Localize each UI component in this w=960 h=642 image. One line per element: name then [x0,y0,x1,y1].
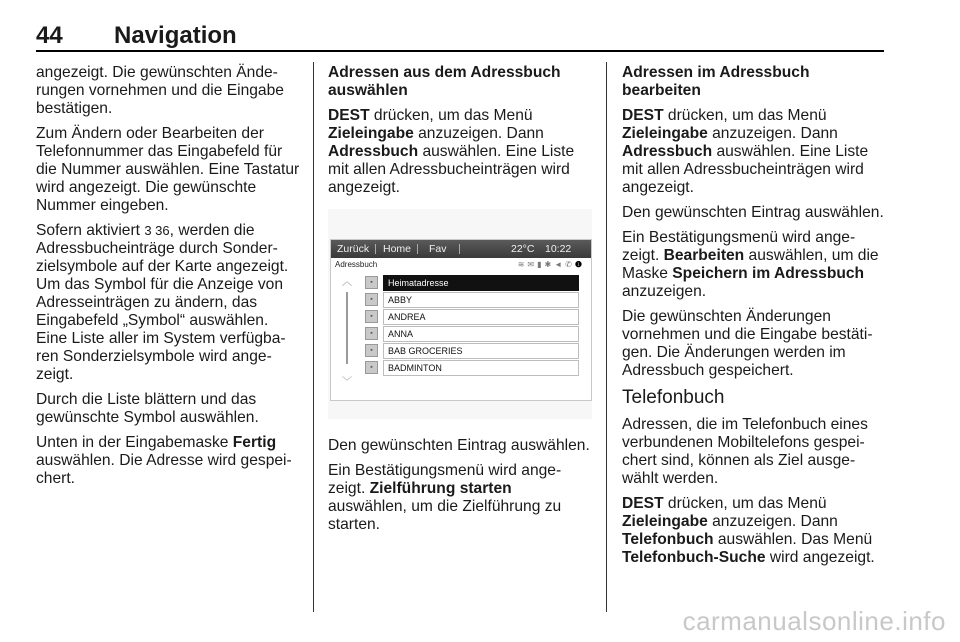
bold-term: Zieleingabe [328,125,414,142]
bold-term: Telefonbuch-Suche [622,549,766,566]
paragraph: Adressen, die im Telefonbuch eines verbundenen Mobiltelefons gespeichert sind, können als Ziel ausgewählt werden. [622,416,868,487]
screen-topbar [331,240,591,258]
paragraph: angezeigt. Die gewünschten Änderungen vornehmen und die Eingabe bestätigen. [36,64,284,117]
scroll-up-icon[interactable]: ︿ [342,277,352,288]
paragraph [622,229,884,301]
wifi-icon: ≋ [517,260,528,269]
screen-subbar [331,258,591,272]
text: auswählen, um die Zielführung zu starten. [328,498,562,533]
separator [417,244,418,254]
address-list-item-label: ANNA [383,326,579,342]
bold-term: Telefonbuch [622,531,714,548]
text: anzuzeigen. [622,283,707,300]
text: drücken, um das Menü [663,107,827,124]
address-list-item-label: BADMINTON [383,360,579,376]
favorites-button[interactable]: Fav [429,243,447,255]
addressbook-screenshot [328,209,592,419]
clock-readout: 10:22 [545,243,572,255]
paragraph [328,107,592,197]
column-divider [606,62,607,612]
bold-term: Zielführung starten [369,480,512,497]
page-reference-link[interactable]: 3 36 [144,223,170,238]
text: anzuzeigen. Dann [707,513,838,530]
scrollbar[interactable] [337,274,357,394]
signal-icon: ▮ [537,260,545,269]
text: Sofern aktiviert [36,222,145,239]
address-list-item-label: Heimatadresse [383,275,579,291]
text: wird angezeigt. [765,549,875,566]
address-list-item-label: ANDREA [383,309,579,325]
column-3 [622,64,884,574]
paragraph: Den gewünschten Eintrag auswählen. [328,437,590,454]
text: anzuzeigen. Dann [413,125,544,142]
bold-term: Zieleingabe [622,513,708,530]
header-rule [36,50,884,52]
column-1 [36,64,300,495]
text: auswählen. Eine Liste mit allen Adressbucheinträgen wird angezeigt. [622,143,869,196]
text: , werden die Adressbucheinträge durch Sonderzielsymbole auf der Karte angezeigt. Um das Symbol für die Anzeige von Adresseinträgen zu ändern, das Eingabefeld „Symbol“ auswählen. Eine Liste aller im System verfügbaren Sonderzielsymbole wird angezeigt. [36,222,289,383]
home-button[interactable]: Home [383,243,412,255]
bluetooth-icon: ✱ [544,260,555,269]
text: auswählen. Eine Liste mit allen Adressbucheinträgen wird angezeigt. [328,143,575,196]
paragraph [36,222,300,384]
page-number: 44 [36,22,63,49]
volume-icon: ◄ [554,260,566,269]
paragraph: Zum Ändern oder Bearbeiten der Telefonnummer das Eingabefeld für die Nummer auswählen. Eine Tastatur wird angezeigt. Die gewünschte Nummer eingeben. [36,125,300,214]
status-icons [518,258,585,272]
message-icon: ✉ [527,260,538,269]
section-title: Telefonbuch [622,387,725,408]
paragraph [36,434,300,488]
separator [375,244,376,254]
column-2 [328,64,592,541]
bold-term: Zieleingabe [622,125,708,142]
paragraph [328,462,592,534]
text: auswählen. Das Menü [713,531,873,548]
text: auswählen, um die Maske [622,247,879,282]
address-list-item-label: ABBY [383,292,579,308]
address-list-item[interactable] [363,342,585,359]
paragraph: Den gewünschten Eintrag auswählen. [622,204,884,221]
bold-term: DEST [622,495,664,512]
bold-term: Adressbuch [328,143,419,160]
screen-title: Adressbuch [335,260,378,269]
contact-icon: ▪ [365,310,378,323]
contact-icon: ▪ [365,361,378,374]
bold-term: Bearbeiten [663,247,745,264]
column-divider [313,62,314,612]
text: drücken, um das Menü [663,495,827,512]
text: Unten in der Eingabemaske [36,434,233,451]
paragraph [622,495,884,567]
infotainment-screen [330,239,592,401]
contact-icon: ▪ [365,276,378,289]
contact-icon: ▪ [365,344,378,357]
phone-icon: ✆ [565,260,575,269]
address-list-item[interactable] [363,291,585,308]
text: Ein Bestätigungsmenü wird angezeigt. [328,462,562,497]
address-list [363,274,585,376]
text: drücken, um das Menü [369,107,533,124]
chapter-title: Navigation [114,22,237,49]
address-list-item-label: BAB GROCERIES [383,343,579,359]
subheading: Adressen aus dem Adressbuch auswählen [328,64,561,99]
subheading: Adressen im Adressbuch bearbeiten [622,64,810,99]
contact-icon: ▪ [365,293,378,306]
temperature-readout: 22°C [511,243,535,255]
bold-term: DEST [328,107,370,124]
scroll-down-icon[interactable]: ﹀ [342,377,352,388]
text: auswählen. Die Adresse wird gespeichert. [36,452,292,487]
text: anzuzeigen. Dann [707,125,838,142]
address-list-item[interactable] [363,274,585,291]
back-button[interactable]: Zurück [337,243,370,255]
scroll-track[interactable] [346,292,348,364]
bold-term: Fertig [232,434,277,451]
paragraph: Durch die Liste blättern und das gewünschte Symbol auswählen. [36,391,259,426]
info-icon: ❶ [574,260,585,269]
address-list-item[interactable] [363,359,585,376]
watermark: carmanualsonline.info [682,606,946,636]
bold-term: DEST [622,107,664,124]
separator [459,244,460,254]
address-list-item[interactable] [363,325,585,342]
paragraph [622,107,884,197]
address-list-item[interactable] [363,308,585,325]
contact-icon: ▪ [365,327,378,340]
text: Ein Bestätigungsmenü wird angezeigt. [622,229,856,264]
paragraph: Die gewünschten Änderungen vornehmen und die Eingabe bestätigen. Die Änderungen werden im Adressbuch gespeichert. [622,308,873,379]
bold-term: Adressbuch [622,143,713,160]
bold-term: Speichern im Adressbuch [672,265,865,282]
